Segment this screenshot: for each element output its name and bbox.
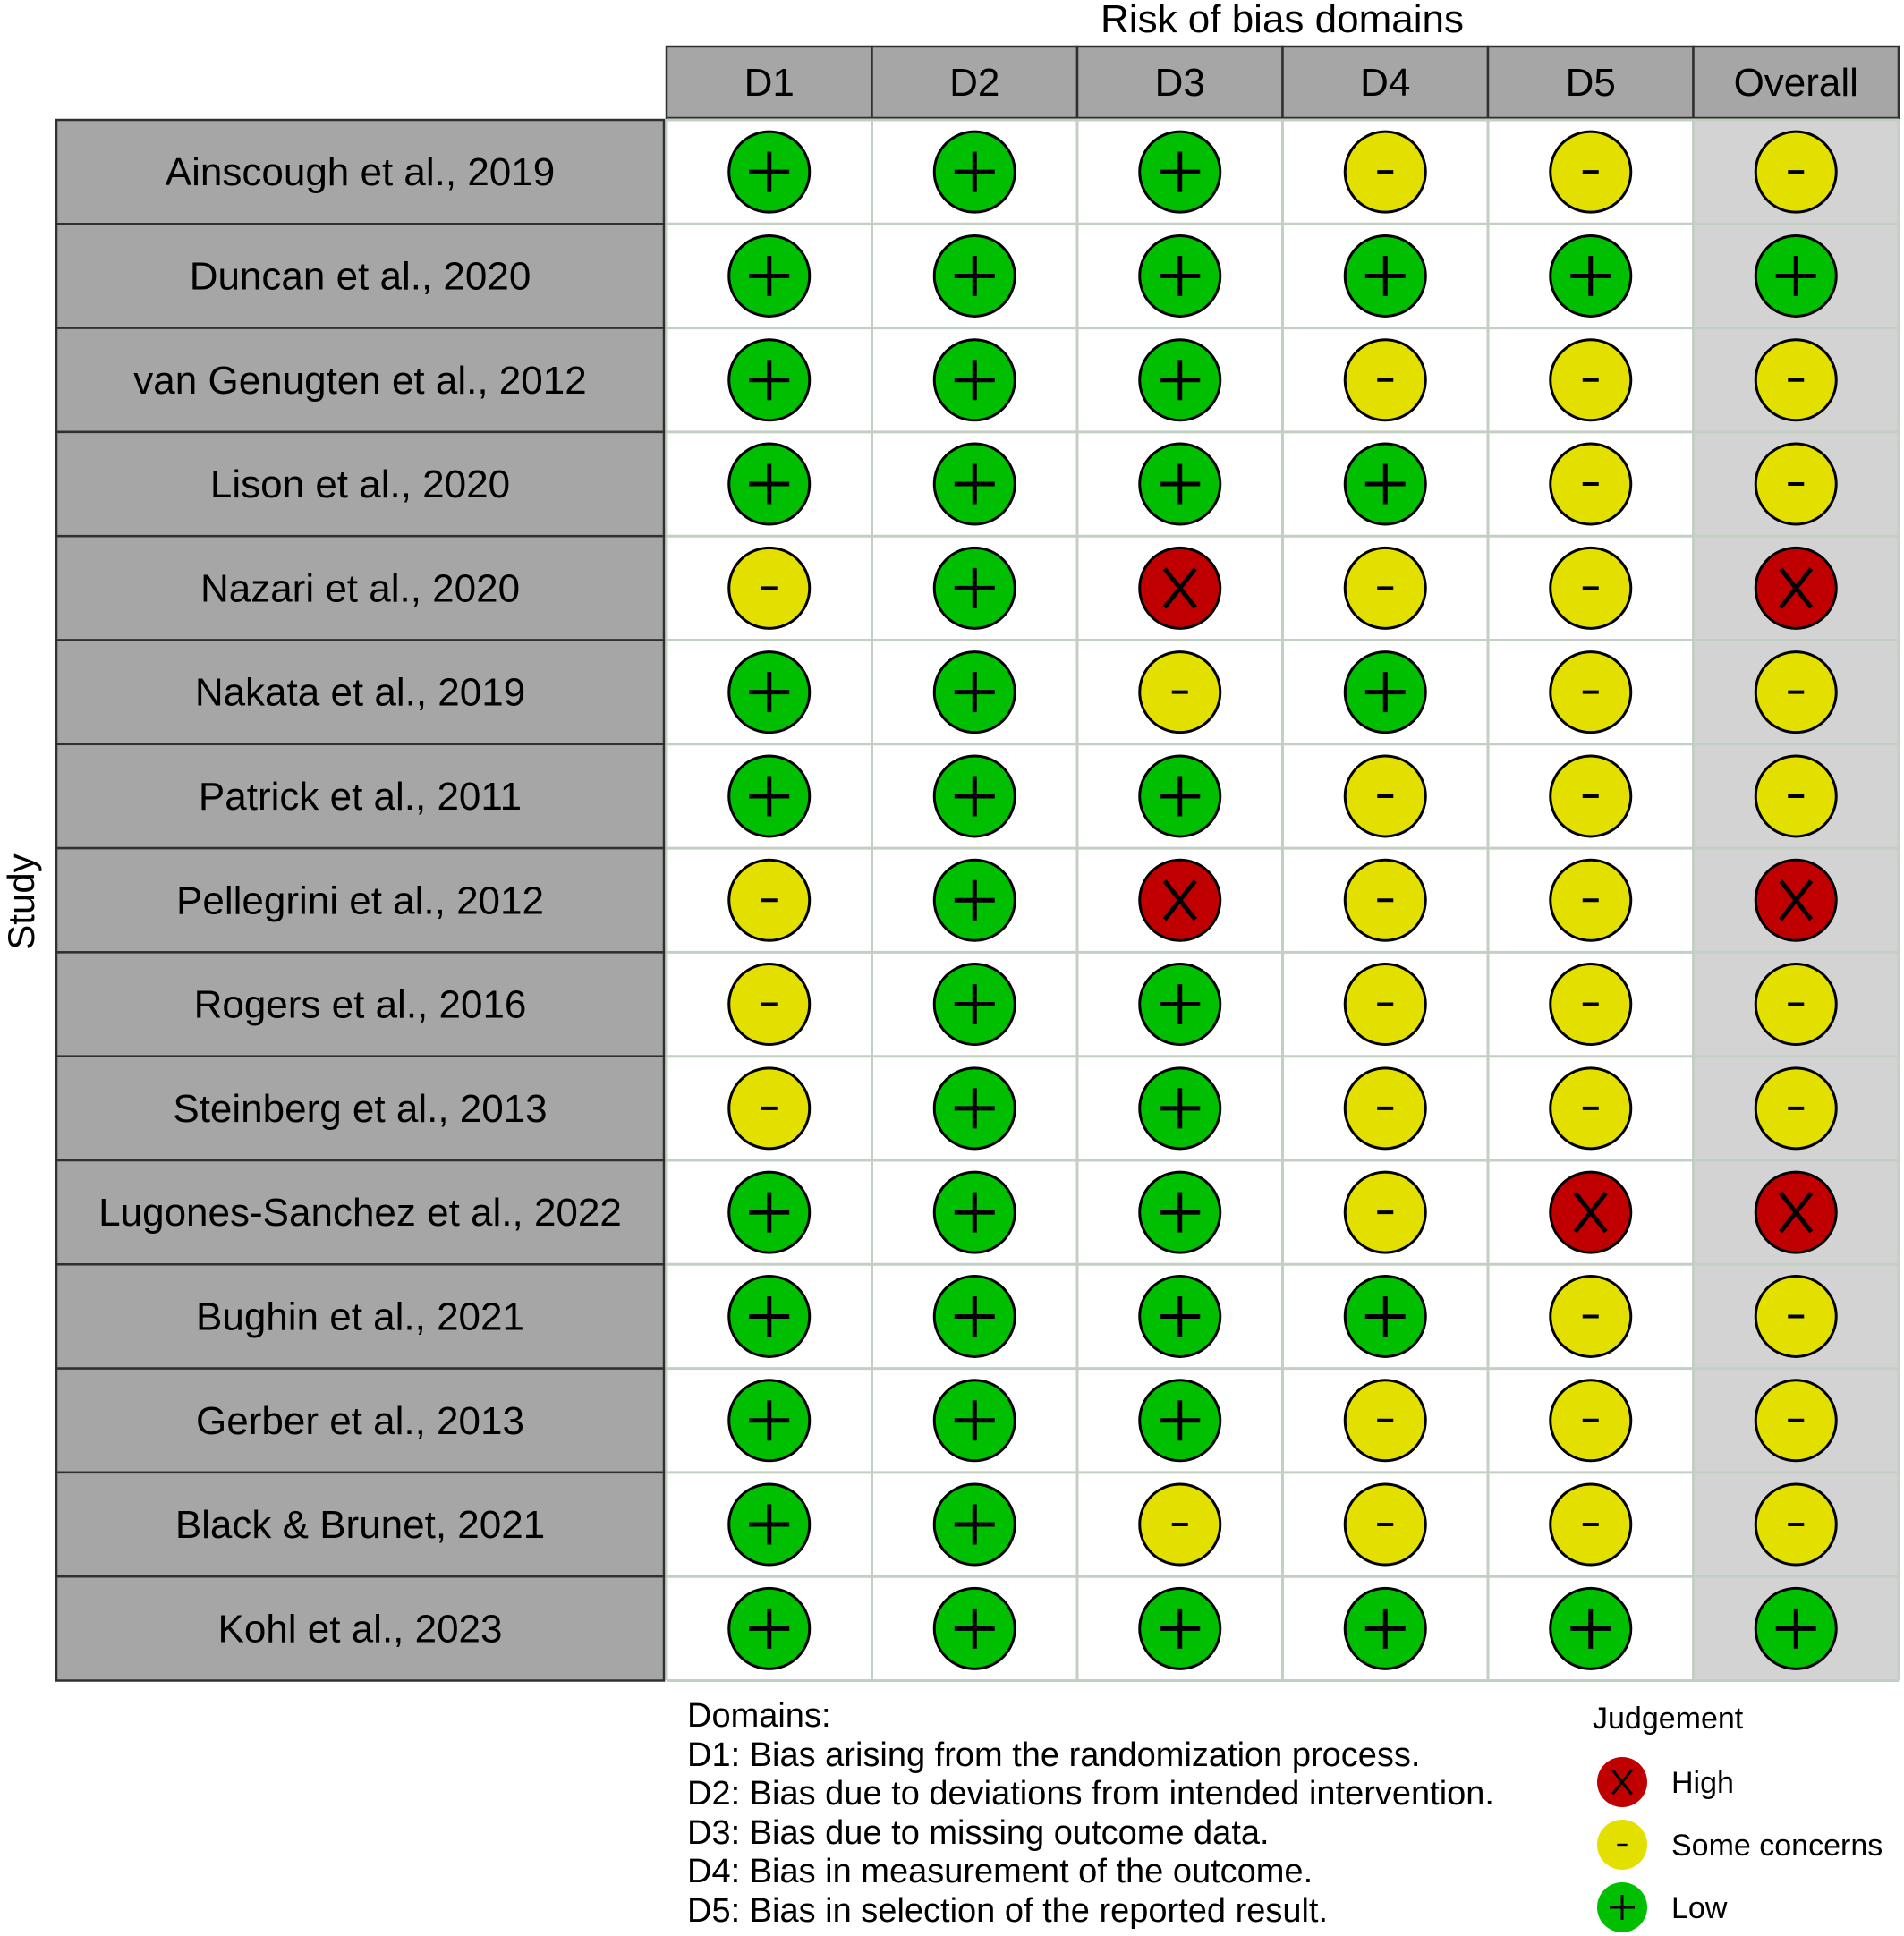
- judgement-mark-van-genugten-et-al-2012-d5: [1551, 340, 1631, 420]
- judgement-mark-nakata-et-al-2019-overall: [1755, 652, 1836, 733]
- judgement-mark-steinberg-et-al-2013-d5: [1551, 1068, 1631, 1149]
- judgement-mark-black-brunet-2021-d2: [934, 1484, 1015, 1565]
- judgement-mark-patrick-et-al-2011-d5: [1551, 756, 1631, 836]
- judgement-mark-steinberg-et-al-2013-d1: [729, 1068, 810, 1149]
- judgement-mark-duncan-et-al-2020-overall: [1755, 235, 1836, 316]
- judgement-mark-nazari-et-al-2020-d1: [729, 548, 810, 628]
- judgement-mark-rogers-et-al-2016-d1: [729, 964, 810, 1045]
- column-header-d1: D1: [744, 61, 795, 105]
- domain-d4-description: D4: Bias in measurement of the outcome.: [687, 1853, 1313, 1890]
- domain-d5-description: D5: Bias in selection of the reported result.: [687, 1892, 1329, 1930]
- judgement-mark-nakata-et-al-2019-d1: [729, 652, 810, 733]
- judgement-mark-gerber-et-al-2013-d4: [1345, 1380, 1425, 1461]
- judgement-mark-patrick-et-al-2011-d3: [1140, 756, 1220, 836]
- judgement-mark-bughin-et-al-2021-d3: [1140, 1276, 1220, 1356]
- judgement-mark-kohl-et-al-2023-d4: [1345, 1588, 1425, 1669]
- judgement-mark-duncan-et-al-2020-d3: [1140, 235, 1220, 316]
- judgement-mark-nazari-et-al-2020-d4: [1345, 548, 1425, 628]
- judgement-mark-ainscough-et-al-2019-overall: [1755, 132, 1836, 212]
- study-label: Steinberg et al., 2013: [173, 1086, 548, 1131]
- study-label: Patrick et al., 2011: [198, 774, 523, 819]
- study-label: Black & Brunet, 2021: [174, 1503, 546, 1548]
- judgement-mark-black-brunet-2021-d3: [1140, 1484, 1220, 1565]
- study-label: Rogers et al., 2016: [193, 982, 527, 1027]
- judgement-mark-lugones-sanchez-et-al-2022-d1: [729, 1172, 810, 1252]
- judgement-mark-gerber-et-al-2013-d1: [729, 1380, 810, 1461]
- legend-label-low: Low: [1671, 1891, 1728, 1925]
- column-header-d4: D4: [1360, 61, 1411, 105]
- column-header-d3: D3: [1154, 61, 1205, 105]
- judgement-mark-rogers-et-al-2016-d4: [1345, 964, 1425, 1045]
- judgement-mark-van-genugten-et-al-2012-d3: [1140, 340, 1220, 420]
- judgement-mark-black-brunet-2021-d4: [1345, 1484, 1425, 1565]
- y-axis-label: Study: [0, 853, 42, 950]
- judgement-mark-black-brunet-2021-d5: [1551, 1484, 1631, 1565]
- column-header-d2: D2: [949, 61, 1000, 105]
- judgement-mark-lison-et-al-2020-d2: [934, 444, 1015, 524]
- judgement-mark-ainscough-et-al-2019-d4: [1345, 132, 1425, 212]
- judgement-mark-ainscough-et-al-2019-d3: [1140, 132, 1220, 212]
- judgement-mark-black-brunet-2021-overall: [1755, 1484, 1836, 1565]
- study-label: Nazari et al., 2020: [200, 566, 521, 611]
- judgement-mark-nazari-et-al-2020-overall: [1755, 548, 1836, 628]
- judgement-mark-gerber-et-al-2013-overall: [1755, 1380, 1836, 1461]
- judgement-legend: [1593, 1702, 1883, 1932]
- judgement-mark-steinberg-et-al-2013-d3: [1140, 1068, 1220, 1149]
- judgement-mark-pellegrini-et-al-2012-d3: [1140, 860, 1220, 940]
- judgement-mark-lugones-sanchez-et-al-2022-d3: [1140, 1172, 1220, 1252]
- judgement-mark-black-brunet-2021-d1: [729, 1484, 810, 1565]
- judgement-mark-lugones-sanchez-et-al-2022-d4: [1345, 1172, 1425, 1252]
- judgement-mark-nazari-et-al-2020-d5: [1551, 548, 1631, 628]
- judgement-mark-lison-et-al-2020-d4: [1345, 444, 1425, 524]
- judgement-mark-nakata-et-al-2019-d4: [1345, 652, 1425, 733]
- judgement-mark-patrick-et-al-2011-d1: [729, 756, 810, 836]
- judgement-mark-patrick-et-al-2011-d4: [1345, 756, 1425, 836]
- study-label: Gerber et al., 2013: [196, 1398, 524, 1443]
- column-header-d5: D5: [1565, 61, 1616, 105]
- judgement-mark-steinberg-et-al-2013-overall: [1755, 1068, 1836, 1149]
- column-headers: [667, 47, 1899, 118]
- domain-d2-description: D2: Bias due to deviations from intended intervention.: [687, 1775, 1494, 1813]
- judgement-mark-lugones-sanchez-et-al-2022-d5: [1551, 1172, 1631, 1252]
- judgement-mark-duncan-et-al-2020-d4: [1345, 235, 1425, 316]
- legend-entry-high: [1597, 1757, 1734, 1807]
- judgement-mark-van-genugten-et-al-2012-d4: [1345, 340, 1425, 420]
- study-label: Lison et al., 2020: [209, 463, 511, 507]
- judgement-mark-ainscough-et-al-2019-d5: [1551, 132, 1631, 212]
- judgement-mark-pellegrini-et-al-2012-d2: [934, 860, 1015, 940]
- judgement-mark-lison-et-al-2020-d3: [1140, 444, 1220, 524]
- judgement-mark-bughin-et-al-2021-d2: [934, 1276, 1015, 1356]
- chart-title: Risk of bias domains: [1101, 0, 1464, 41]
- judgement-mark-rogers-et-al-2016-d5: [1551, 964, 1631, 1045]
- judgement-mark-bughin-et-al-2021-d1: [729, 1276, 810, 1356]
- study-label: van Genugten et al., 2012: [133, 358, 587, 403]
- legend-entry-some-concerns: [1597, 1820, 1883, 1870]
- domains-note: [687, 1697, 1494, 1930]
- legend-label-high: High: [1671, 1766, 1734, 1800]
- domain-d1-description: D1: Bias arising from the randomization process.: [687, 1736, 1421, 1774]
- column-header-overall: Overall: [1733, 61, 1858, 105]
- judgement-mark-ainscough-et-al-2019-d2: [934, 132, 1015, 212]
- judgement-mark-gerber-et-al-2013-d3: [1140, 1380, 1220, 1461]
- judgement-mark-bughin-et-al-2021-d4: [1345, 1276, 1425, 1356]
- judgement-mark-nakata-et-al-2019-d3: [1140, 652, 1220, 733]
- judgement-mark-duncan-et-al-2020-d1: [729, 235, 810, 316]
- judgement-mark-steinberg-et-al-2013-d2: [934, 1068, 1015, 1149]
- judgement-mark-pellegrini-et-al-2012-d5: [1551, 860, 1631, 940]
- legend-entry-low: [1597, 1882, 1728, 1932]
- judgement-mark-pellegrini-et-al-2012-d1: [729, 860, 810, 940]
- judgement-mark-nazari-et-al-2020-d2: [934, 548, 1015, 628]
- judgement-mark-lison-et-al-2020-overall: [1755, 444, 1836, 524]
- judgement-mark-kohl-et-al-2023-d5: [1551, 1588, 1631, 1669]
- judgement-mark-nakata-et-al-2019-d2: [934, 652, 1015, 733]
- study-label: Kohl et al., 2023: [217, 1607, 503, 1652]
- judgement-mark-rogers-et-al-2016-overall: [1755, 964, 1836, 1045]
- judgement-mark-patrick-et-al-2011-overall: [1755, 756, 1836, 836]
- judgement-mark-lison-et-al-2020-d5: [1551, 444, 1631, 524]
- legend-title: Judgement: [1593, 1702, 1744, 1736]
- judgement-mark-van-genugten-et-al-2012-overall: [1755, 340, 1836, 420]
- judgement-mark-pellegrini-et-al-2012-d4: [1345, 860, 1425, 940]
- judgement-mark-rogers-et-al-2016-d3: [1140, 964, 1220, 1045]
- judgement-mark-gerber-et-al-2013-d2: [934, 1380, 1015, 1461]
- judgement-mark-ainscough-et-al-2019-d1: [729, 132, 810, 212]
- judgement-mark-lison-et-al-2020-d1: [729, 444, 810, 524]
- judgement-mark-pellegrini-et-al-2012-overall: [1755, 860, 1836, 940]
- legend-label-some-concerns: Some concerns: [1671, 1829, 1883, 1863]
- judgement-mark-bughin-et-al-2021-overall: [1755, 1276, 1836, 1356]
- study-label: Nakata et al., 2019: [194, 670, 526, 715]
- judgement-mark-kohl-et-al-2023-d3: [1140, 1588, 1220, 1669]
- judgement-mark-nakata-et-al-2019-d5: [1551, 652, 1631, 733]
- judgement-mark-duncan-et-al-2020-d5: [1551, 235, 1631, 316]
- judgement-mark-kohl-et-al-2023-overall: [1755, 1588, 1836, 1669]
- study-label: Duncan et al., 2020: [189, 254, 531, 299]
- study-label: Lugones-Sanchez et al., 2022: [98, 1191, 622, 1235]
- judgement-mark-bughin-et-al-2021-d5: [1551, 1276, 1631, 1356]
- judgement-mark-lugones-sanchez-et-al-2022-d2: [934, 1172, 1015, 1252]
- domain-d3-description: D3: Bias due to missing outcome data.: [687, 1814, 1270, 1852]
- judgement-mark-lugones-sanchez-et-al-2022-overall: [1755, 1172, 1836, 1252]
- judgement-mark-kohl-et-al-2023-d2: [934, 1588, 1015, 1669]
- judgement-mark-steinberg-et-al-2013-d4: [1345, 1068, 1425, 1149]
- judgement-mark-van-genugten-et-al-2012-d1: [729, 340, 810, 420]
- judgement-mark-van-genugten-et-al-2012-d2: [934, 340, 1015, 420]
- judgement-mark-kohl-et-al-2023-d1: [729, 1588, 810, 1669]
- judgement-mark-duncan-et-al-2020-d2: [934, 235, 1015, 316]
- study-label: Ainscough et al., 2019: [165, 150, 556, 195]
- study-label: Pellegrini et al., 2012: [176, 879, 544, 923]
- judgement-mark-gerber-et-al-2013-d5: [1551, 1380, 1631, 1461]
- judgement-mark-patrick-et-al-2011-d2: [934, 756, 1015, 836]
- study-label: Bughin et al., 2021: [196, 1295, 524, 1339]
- judgement-mark-nazari-et-al-2020-d3: [1140, 548, 1220, 628]
- domains-heading: Domains:: [687, 1697, 831, 1735]
- judgement-mark-rogers-et-al-2016-d2: [934, 964, 1015, 1045]
